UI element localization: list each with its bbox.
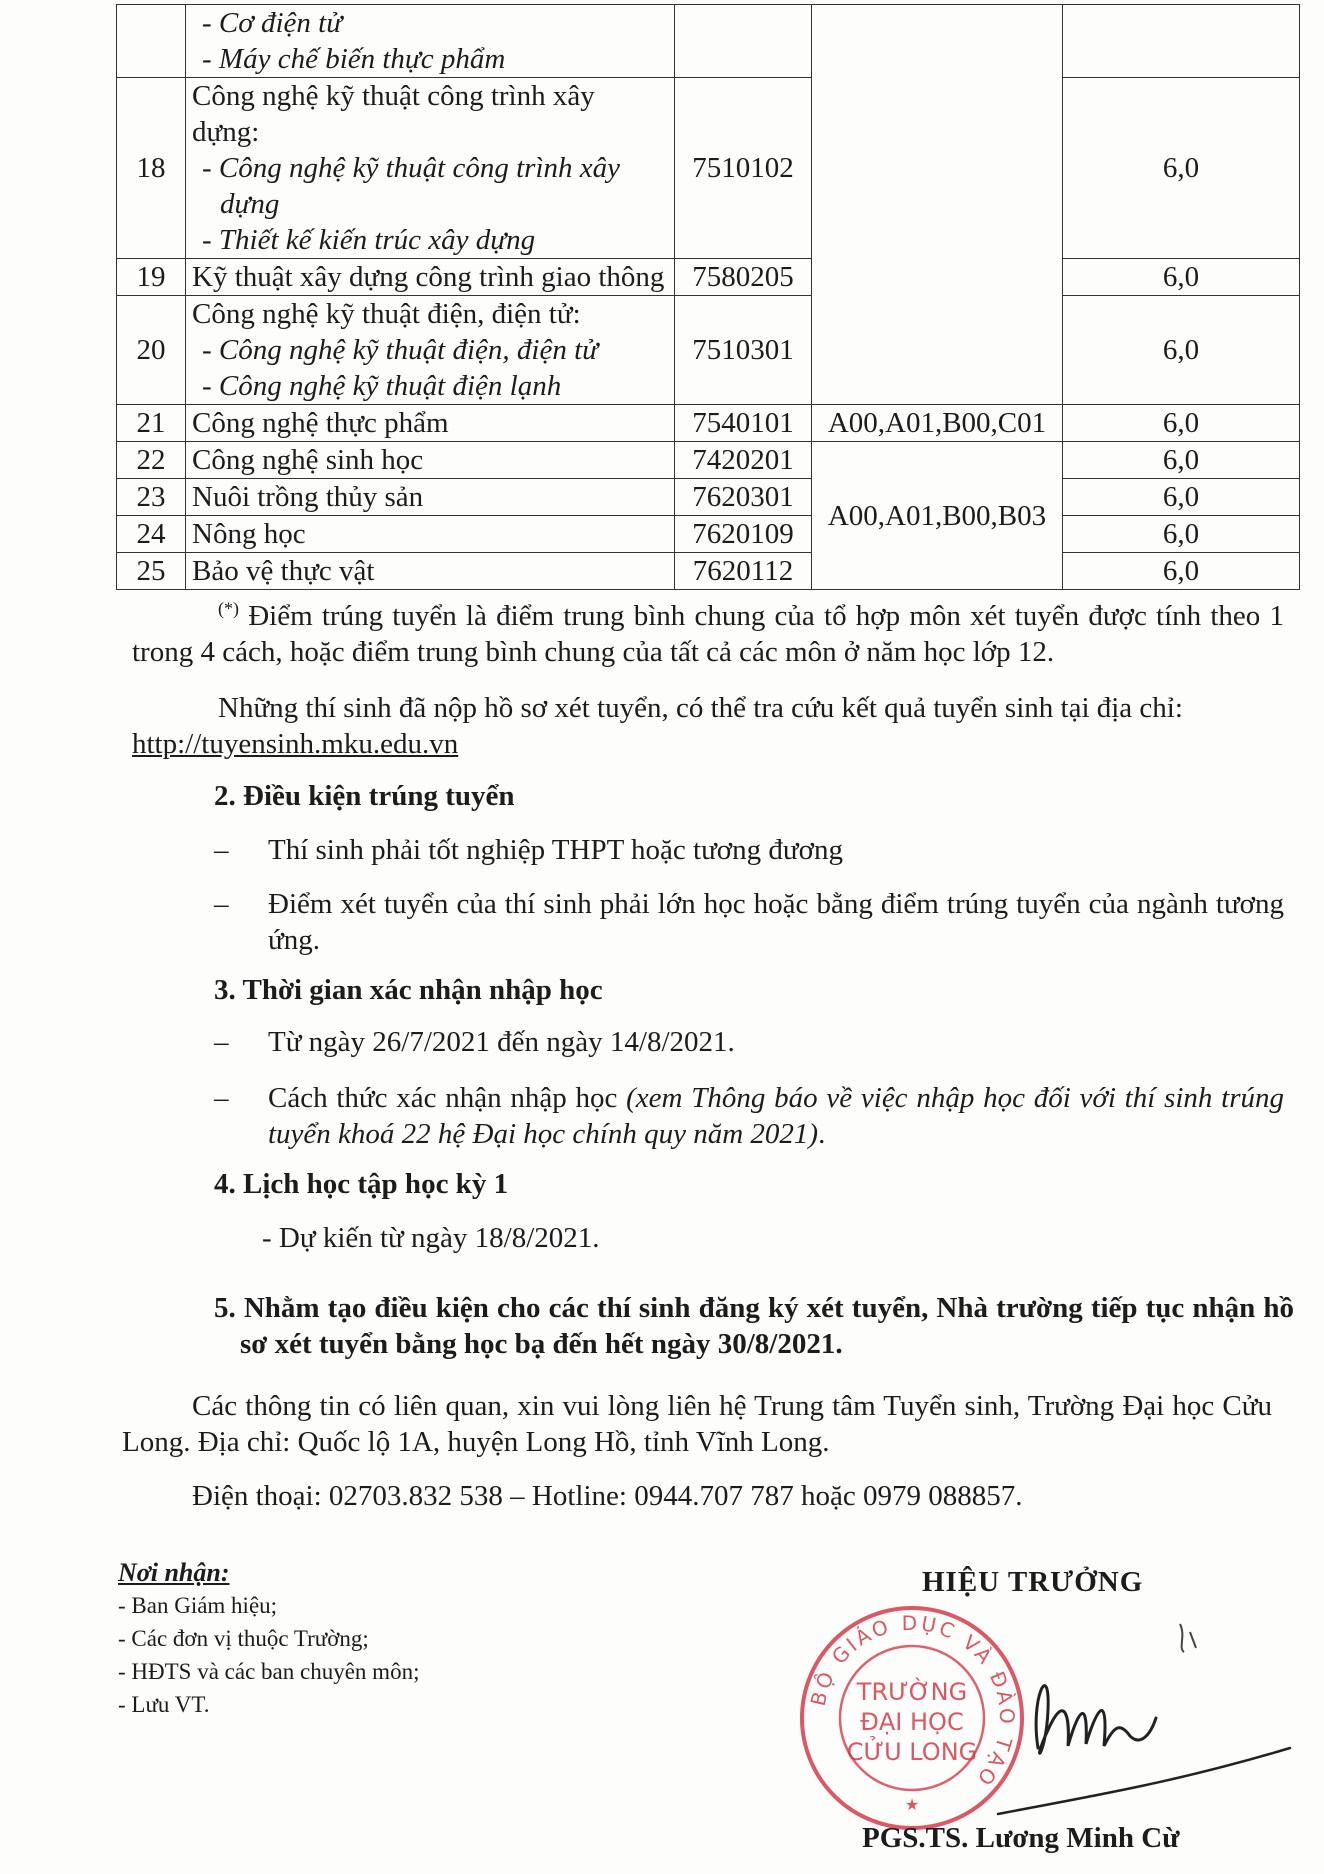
major-code: 7620301 <box>675 479 812 516</box>
admission-score: 6,0 <box>1063 405 1300 442</box>
row-number: 24 <box>117 516 186 553</box>
major-name: Bảo vệ thực vật <box>186 553 675 590</box>
major-code: 7510301 <box>675 296 812 405</box>
major-name-cell <box>186 296 675 405</box>
signer-name: PGS.TS. Lương Minh Cừ <box>862 1822 1180 1854</box>
sub-major: - Công nghệ kỹ thuật điện lạnh <box>202 370 562 402</box>
recipients-block <box>118 1556 419 1721</box>
contact-info: Các thông tin có liên quan, xin vui lòng liên hệ Trung tâm Tuyển sinh, Trường Đại học Cửu Long. Địa chỉ: Quốc lộ 1A, huyện Long Hồ, tỉnh Vĩnh Long. <box>122 1390 1272 1458</box>
section-2-title: 2. Điều kiện trúng tuyển <box>214 780 515 812</box>
sub-major: - Công nghệ kỹ thuật công trình xây dựng <box>202 152 621 220</box>
seal-outer-text: BỘ GIÁO DỤC VÀ ĐÀO TẠO <box>805 1610 1020 1793</box>
admission-score <box>1063 5 1300 78</box>
major-code: 7510102 <box>675 78 812 259</box>
recipient-item: - Lưu VT. <box>118 1692 210 1717</box>
section-4-title: 4. Lịch học tập học kỳ 1 <box>214 1168 509 1200</box>
section-5-text: 5. Nhằm tạo điều kiện cho các thí sinh đăng ký xét tuyển, Nhà trường tiếp tục nhận hồ sơ xét tuyển bằng học bạ đến hết ngày 30/8/2021. <box>214 1292 1294 1360</box>
list-item: – Cách thức xác nhận nhập học (xem Thông báo về việc nhập học đối với thí sinh trúng tuyển khoá 22 hệ Đại học chính quy năm 2021). <box>214 1082 1284 1150</box>
table-row <box>117 479 1300 516</box>
list-item: – Điểm xét tuyển của thí sinh phải lớn học hoặc bằng điểm trúng tuyển của ngành tương ứng. <box>214 888 1284 956</box>
admission-score: 6,0 <box>1063 553 1300 590</box>
row-number: 25 <box>117 553 186 590</box>
sub-major: - Máy chế biến thực phẩm <box>202 43 506 75</box>
admission-table <box>116 4 1300 590</box>
admission-site-link[interactable]: http://tuyensinh.mku.edu.vn <box>132 728 459 760</box>
contact-phone: Điện thoại: 02703.832 538 – Hotline: 0944.707 787 hoặc 0979 088857. <box>192 1480 1023 1512</box>
major-name: Kỹ thuật xây dựng công trình giao thông <box>186 259 675 296</box>
admission-score: 6,0 <box>1063 479 1300 516</box>
major-code: 7540101 <box>675 405 812 442</box>
row-number: 22 <box>117 442 186 479</box>
admission-score: 6,0 <box>1063 516 1300 553</box>
table-row <box>117 516 1300 553</box>
sub-major: - Công nghệ kỹ thuật điện, điện tử <box>202 334 598 366</box>
major-code <box>675 5 812 78</box>
seal-line-1: TRƯỜNG <box>856 1678 968 1706</box>
table-row <box>117 296 1300 405</box>
recipients-heading: Nơi nhận: <box>118 1558 230 1587</box>
admission-score: 6,0 <box>1063 78 1300 259</box>
major-name: Nuôi trồng thủy sản <box>186 479 675 516</box>
major-name: Nông học <box>186 516 675 553</box>
admission-score: 6,0 <box>1063 259 1300 296</box>
major-name: Công nghệ thực phẩm <box>186 405 675 442</box>
table-row <box>117 5 1300 78</box>
admission-score: 6,0 <box>1063 442 1300 479</box>
seal-line-2: ĐẠI HỌC <box>860 1708 964 1736</box>
major-name: Công nghệ kỹ thuật công trình xây dựng: <box>192 80 595 148</box>
list-item: – Thí sinh phải tốt nghiệp THPT hoặc tương đương <box>214 834 843 866</box>
major-code: 7620109 <box>675 516 812 553</box>
list-item: - Dự kiến từ ngày 18/8/2021. <box>262 1222 600 1254</box>
row-number: 20 <box>117 296 186 405</box>
major-name-cell <box>186 5 675 78</box>
major-name: Công nghệ kỹ thuật điện, điện tử: <box>192 298 581 330</box>
footnote-mark: (*) <box>218 598 239 619</box>
svg-text:★: ★ <box>904 1797 920 1814</box>
handwritten-signature-icon <box>990 1618 1300 1848</box>
recipient-item: - HĐTS và các ban chuyên môn; <box>118 1659 420 1684</box>
subject-combination: A00,A01,B00,B03 <box>812 442 1063 590</box>
major-name: Công nghệ sinh học <box>186 442 675 479</box>
signer-title: HIỆU TRƯỞNG <box>922 1566 1144 1598</box>
major-code: 7420201 <box>675 442 812 479</box>
table-row <box>117 259 1300 296</box>
table-row <box>117 442 1300 479</box>
sub-major: - Cơ điện tử <box>202 7 343 39</box>
sub-major: - Thiết kế kiến trúc xây dựng <box>202 224 536 256</box>
section-3-title: 3. Thời gian xác nhận nhập học <box>214 974 603 1006</box>
major-name-cell <box>186 78 675 259</box>
subject-combination <box>812 5 1063 405</box>
list-item: – Từ ngày 26/7/2021 đến ngày 14/8/2021. <box>214 1026 735 1058</box>
major-code: 7620112 <box>675 553 812 590</box>
footnote-text: Điểm trúng tuyển là điểm trung bình chung của tổ hợp môn xét tuyển được tính theo 1 trong 4 cách, hoặc điểm trung bình chung của tất cả các môn ở năm học lớp 12. <box>132 600 1284 668</box>
table-row <box>117 553 1300 590</box>
row-number: 19 <box>117 259 186 296</box>
recipient-item: - Ban Giám hiệu; <box>118 1593 278 1618</box>
lookup-note: Những thí sinh đã nộp hồ sơ xét tuyển, có thể tra cứu kết quả tuyển sinh tại địa chỉ: <box>218 692 1183 724</box>
subject-combination: A00,A01,B00,C01 <box>812 405 1063 442</box>
row-number: 18 <box>117 78 186 259</box>
footnote <box>132 598 1284 670</box>
row-number: 23 <box>117 479 186 516</box>
seal-line-3: CỬU LONG <box>846 1738 978 1766</box>
recipient-item: - Các đơn vị thuộc Trường; <box>118 1626 369 1651</box>
table-row <box>117 405 1300 442</box>
row-number <box>117 5 186 78</box>
admission-score: 6,0 <box>1063 296 1300 405</box>
row-number: 21 <box>117 405 186 442</box>
major-code: 7580205 <box>675 259 812 296</box>
table-row <box>117 78 1300 259</box>
